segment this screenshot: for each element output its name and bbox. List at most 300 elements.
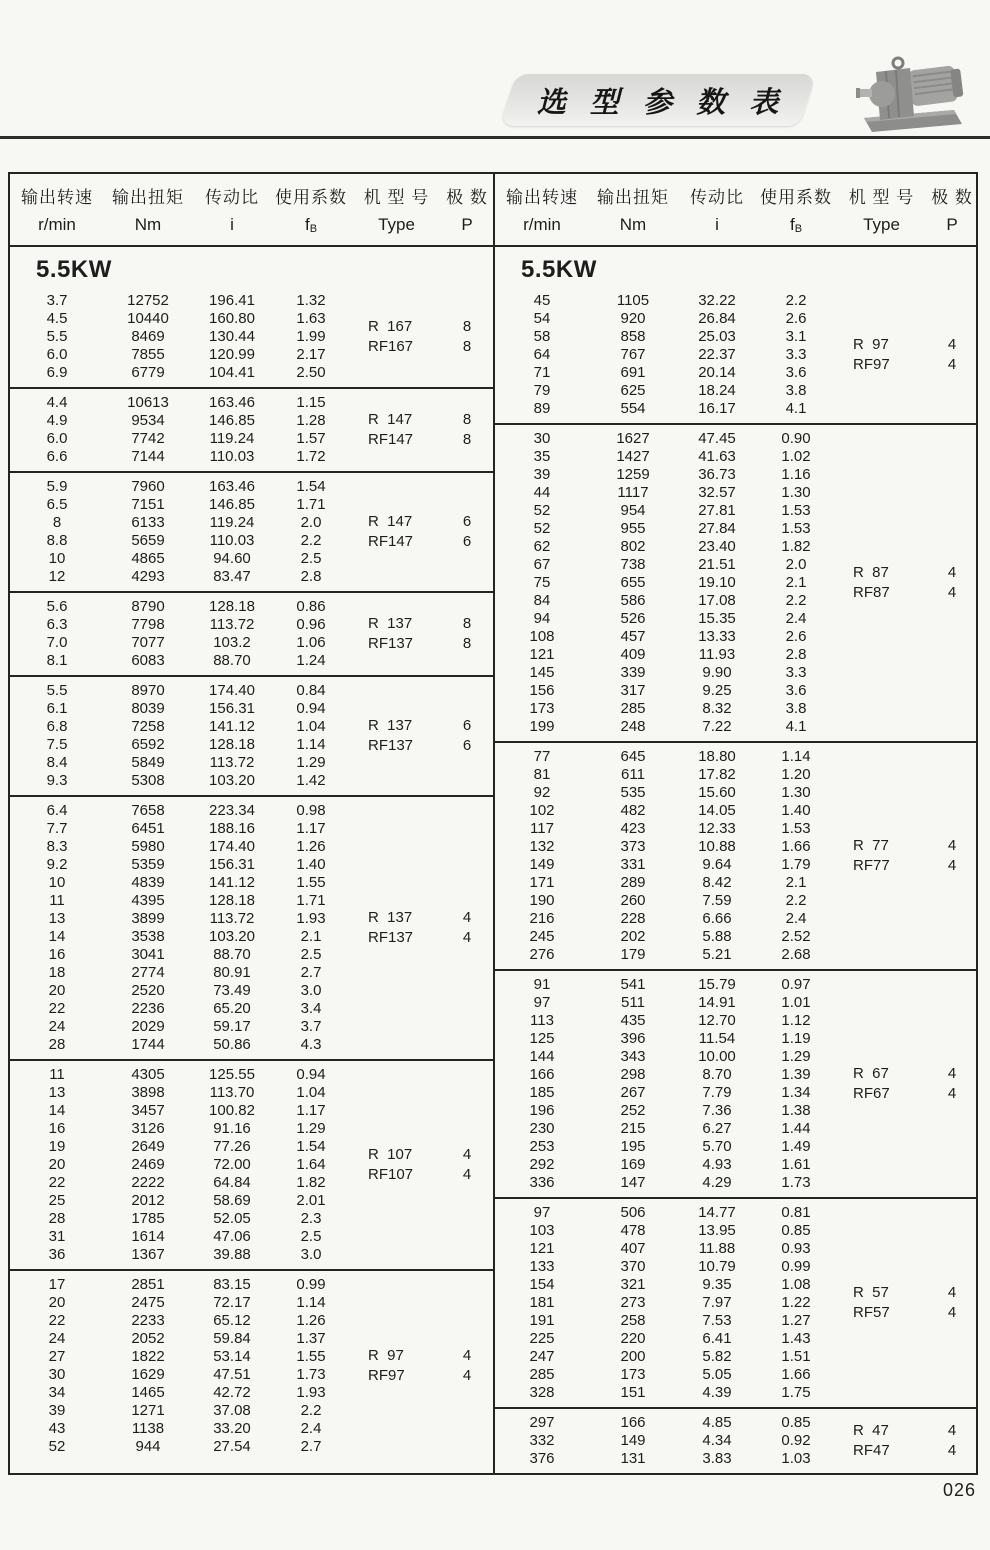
torque-cell: 3457 — [131, 1102, 165, 1119]
torque-cell: 955 — [620, 520, 646, 537]
ratio-cell: 110.03 — [209, 532, 255, 549]
speed-cell: 7.5 — [46, 736, 68, 753]
service-factor-cell: 3.7 — [300, 1018, 322, 1035]
pole-count: 4 — [947, 1304, 957, 1321]
service-factor-cell: 1.14 — [296, 736, 326, 753]
table-row — [495, 448, 835, 466]
speed-cell: 22 — [48, 1000, 66, 1017]
column-header — [495, 183, 589, 235]
ratio-cell: 196.41 — [209, 292, 255, 309]
ratio-cell: 42.72 — [213, 1384, 251, 1401]
ratio-cell: 8.42 — [702, 874, 732, 891]
page-number: 026 — [942, 1480, 976, 1500]
unit-subscript: B — [794, 223, 803, 235]
column-header — [10, 183, 104, 235]
speed-cell: 145 — [529, 664, 555, 681]
ratio-cell: 27.54 — [213, 1438, 251, 1455]
column-header — [192, 183, 272, 235]
speed-cell: 6.1 — [46, 700, 68, 717]
service-factor-cell: 1.63 — [296, 310, 326, 327]
table-row — [495, 400, 835, 418]
model-type-label: R 137 — [368, 615, 413, 632]
column-header-cn: 输出扭矩 — [112, 188, 184, 207]
speed-cell: 28 — [48, 1210, 66, 1227]
service-factor-cell: 0.85 — [781, 1414, 811, 1431]
column-header — [443, 183, 491, 235]
ratio-cell: 72.17 — [213, 1294, 251, 1311]
service-factor-cell: 1.20 — [781, 766, 811, 783]
torque-cell: 541 — [620, 976, 646, 993]
ratio-cell: 25.03 — [698, 328, 736, 345]
service-factor-cell: 1.40 — [781, 802, 811, 819]
torque-cell: 5359 — [131, 856, 165, 873]
column-header-cn: 输出转速 — [21, 188, 93, 207]
torque-cell: 1465 — [131, 1384, 165, 1401]
ratio-cell: 52.05 — [213, 1210, 251, 1227]
speed-cell: 11 — [49, 1066, 65, 1083]
service-factor-cell: 1.14 — [296, 1294, 326, 1311]
speed-cell: 253 — [529, 1138, 555, 1155]
ratio-cell: 8.32 — [702, 700, 732, 717]
service-factor-cell: 3.6 — [785, 682, 807, 699]
torque-cell: 7658 — [131, 802, 165, 819]
speed-cell: 25 — [48, 1192, 66, 1209]
speed-cell: 13 — [48, 910, 66, 927]
service-factor-cell: 0.84 — [296, 682, 326, 699]
ratio-cell: 146.85 — [209, 412, 255, 429]
service-factor-cell: 1.08 — [781, 1276, 811, 1293]
unit-text: Nm — [619, 215, 647, 234]
pole-count: 8 — [462, 411, 472, 428]
ratio-cell: 73.49 — [213, 982, 251, 999]
ratio-cell: 3.83 — [702, 1450, 732, 1467]
ratio-cell: 7.97 — [702, 1294, 732, 1311]
model-type-label: RF97 — [853, 356, 890, 373]
table-row — [10, 1366, 350, 1384]
service-factor-cell: 0.94 — [296, 1066, 326, 1083]
ratio-cell: 15.35 — [698, 610, 736, 627]
speed-cell: 196 — [529, 1102, 555, 1119]
service-factor-cell: 1.73 — [781, 1174, 811, 1191]
torque-cell: 289 — [620, 874, 646, 891]
speed-cell: 6.6 — [46, 448, 68, 465]
pole-count: 4 — [947, 356, 957, 373]
speed-cell: 173 — [529, 700, 555, 717]
torque-cell: 1744 — [131, 1036, 165, 1053]
speed-cell: 75 — [533, 574, 551, 591]
unit-text: P — [946, 215, 958, 234]
ratio-cell: 12.33 — [698, 820, 736, 837]
group-type-block — [835, 292, 976, 418]
torque-cell: 285 — [620, 700, 646, 717]
table-row — [10, 700, 350, 718]
speed-cell: 9.2 — [46, 856, 68, 873]
table-row — [10, 1312, 350, 1330]
table-row — [495, 1414, 835, 1432]
table-row — [10, 1036, 350, 1054]
pole-count: 4 — [462, 1166, 472, 1183]
model-type-label: RF67 — [853, 1085, 890, 1102]
shaft-end — [856, 88, 860, 98]
column-header-unit — [495, 215, 589, 235]
column-header — [104, 183, 192, 235]
column-header-cn: 机 型 号 — [848, 188, 915, 207]
service-factor-cell: 1.17 — [296, 820, 326, 837]
unit-text: f — [304, 215, 310, 234]
service-factor-cell: 0.99 — [781, 1258, 811, 1275]
group-type-block — [835, 976, 976, 1192]
service-factor-cell: 2.1 — [785, 874, 807, 891]
service-factor-cell: 3.0 — [300, 1246, 322, 1263]
ratio-cell: 32.22 — [698, 292, 736, 309]
ratio-cell: 11.54 — [698, 1030, 736, 1047]
table-row — [495, 310, 835, 328]
table-row — [10, 1066, 350, 1084]
table-row — [495, 484, 835, 502]
torque-cell: 173 — [620, 1366, 646, 1383]
service-factor-cell: 1.19 — [781, 1030, 811, 1047]
page-title: 选 型 参 数 表 — [536, 84, 786, 119]
table-row — [10, 892, 350, 910]
group-rows — [10, 802, 350, 1054]
column-header-unit — [192, 215, 272, 235]
model-type-label: R 97 — [368, 1347, 404, 1364]
column-header-unit — [10, 215, 104, 235]
service-factor-cell: 2.52 — [781, 928, 811, 945]
model-type-label: RF97 — [368, 1367, 405, 1384]
column-header-cn: 输出转速 — [506, 188, 578, 207]
torque-cell: 4865 — [131, 550, 165, 567]
ratio-cell: 13.95 — [698, 1222, 736, 1239]
unit-text: i — [230, 215, 234, 234]
table-row — [495, 820, 835, 838]
service-factor-cell: 1.14 — [781, 748, 811, 765]
torque-cell: 423 — [620, 820, 646, 837]
speed-cell: 5.5 — [46, 682, 68, 699]
speed-cell: 81 — [533, 766, 551, 783]
gear-motor-image — [856, 54, 972, 136]
ratio-cell: 10.79 — [698, 1258, 736, 1275]
column-header-cn: 传动比 — [205, 188, 259, 207]
pole-count: 4 — [462, 909, 472, 926]
ratio-cell: 128.18 — [209, 736, 255, 753]
model-type-label: RF147 — [368, 431, 414, 448]
torque-cell: 4305 — [131, 1066, 165, 1083]
selection-table — [8, 172, 978, 1475]
service-factor-cell: 2.3 — [300, 1210, 322, 1227]
service-factor-cell: 2.7 — [300, 964, 322, 981]
service-factor-cell: 1.38 — [781, 1102, 811, 1119]
ratio-cell: 7.59 — [702, 892, 732, 909]
table-row — [495, 856, 835, 874]
column-header-unit — [443, 215, 491, 235]
speed-cell: 6.9 — [46, 364, 68, 381]
table-row — [10, 1246, 350, 1264]
model-type-label: R 67 — [853, 1065, 889, 1082]
model-type-label: RF137 — [368, 635, 414, 652]
table-row — [495, 1348, 835, 1366]
model-type-label: RF47 — [853, 1442, 890, 1459]
speed-cell: 6.8 — [46, 718, 68, 735]
torque-cell: 202 — [620, 928, 646, 945]
table-row — [495, 346, 835, 364]
torque-cell: 1785 — [131, 1210, 165, 1227]
torque-cell: 457 — [620, 628, 646, 645]
type-group — [10, 1059, 493, 1269]
column-header-unit — [589, 215, 677, 235]
speed-cell: 97 — [533, 994, 551, 1011]
service-factor-cell: 0.93 — [781, 1240, 811, 1257]
table-row — [495, 556, 835, 574]
ratio-cell: 83.15 — [213, 1276, 251, 1293]
torque-cell: 554 — [620, 400, 646, 417]
speed-cell: 22 — [48, 1312, 66, 1329]
speed-cell: 5.5 — [46, 328, 68, 345]
type-line — [350, 337, 493, 357]
torque-cell: 611 — [621, 766, 645, 783]
speed-cell: 113 — [530, 1012, 554, 1029]
group-type-block — [350, 802, 493, 1054]
torque-cell: 511 — [621, 994, 645, 1011]
column-header-unit — [272, 215, 350, 235]
ratio-cell: 41.63 — [698, 448, 736, 465]
torque-cell: 954 — [620, 502, 646, 519]
torque-cell: 3041 — [131, 946, 165, 963]
ratio-cell: 15.79 — [698, 976, 736, 993]
type-line — [350, 1346, 493, 1366]
service-factor-cell: 1.53 — [781, 520, 811, 537]
type-line — [350, 736, 493, 756]
type-line — [835, 1084, 976, 1104]
pole-count: 4 — [947, 1065, 957, 1082]
speed-cell: 225 — [529, 1330, 555, 1347]
service-factor-cell: 1.75 — [781, 1384, 811, 1401]
model-type-label: R 97 — [853, 336, 889, 353]
ratio-cell: 6.41 — [702, 1330, 732, 1347]
ratio-cell: 47.51 — [213, 1366, 251, 1383]
torque-cell: 6083 — [131, 652, 165, 669]
service-factor-cell: 1.22 — [781, 1294, 811, 1311]
service-factor-cell: 2.7 — [300, 1438, 322, 1455]
ratio-cell: 27.84 — [698, 520, 736, 537]
group-rows — [10, 1066, 350, 1264]
speed-cell: 28 — [48, 1036, 66, 1053]
torque-cell: 6779 — [131, 364, 165, 381]
table-row — [10, 1438, 350, 1456]
speed-cell: 13 — [48, 1084, 66, 1101]
ratio-cell: 10.00 — [698, 1048, 736, 1065]
speed-cell: 8 — [52, 514, 62, 531]
torque-cell: 2222 — [131, 1174, 165, 1191]
ratio-cell: 50.86 — [213, 1036, 251, 1053]
table-row — [10, 394, 350, 412]
column-header — [589, 183, 677, 235]
type-group — [495, 741, 976, 969]
ratio-cell: 18.24 — [698, 382, 736, 399]
torque-cell: 2029 — [131, 1018, 165, 1035]
ratio-cell: 88.70 — [213, 946, 251, 963]
table-row — [10, 1294, 350, 1312]
type-line — [835, 856, 976, 876]
speed-cell: 7.0 — [46, 634, 68, 651]
service-factor-cell: 1.37 — [296, 1330, 326, 1347]
speed-cell: 52 — [533, 520, 551, 537]
ratio-cell: 163.46 — [209, 394, 255, 411]
service-factor-cell: 1.04 — [296, 718, 326, 735]
service-factor-cell: 1.72 — [296, 448, 326, 465]
service-factor-cell: 1.24 — [296, 652, 326, 669]
torque-cell: 4293 — [131, 568, 165, 585]
speed-cell: 3.7 — [46, 292, 68, 309]
group-type-block — [835, 748, 976, 964]
ratio-cell: 141.12 — [209, 718, 255, 735]
column-header — [350, 183, 443, 235]
type-line — [350, 1165, 493, 1185]
ratio-cell: 7.22 — [702, 718, 732, 735]
type-line — [835, 1303, 976, 1323]
torque-cell: 298 — [620, 1066, 646, 1083]
table-header — [10, 174, 493, 247]
speed-cell: 97 — [533, 1204, 551, 1221]
torque-cell: 2475 — [131, 1294, 165, 1311]
table-row — [10, 568, 350, 586]
group-rows — [495, 748, 835, 964]
speed-cell: 332 — [529, 1432, 555, 1449]
torque-cell: 7742 — [131, 430, 165, 447]
service-factor-cell: 2.68 — [781, 946, 811, 963]
table-row — [10, 856, 350, 874]
speed-cell: 7.7 — [46, 820, 68, 837]
lifting-eye — [893, 58, 903, 68]
service-factor-cell: 2.2 — [785, 892, 807, 909]
table-row — [10, 532, 350, 550]
speed-cell: 102 — [529, 802, 555, 819]
service-factor-cell: 2.2 — [300, 532, 322, 549]
service-factor-cell: 3.4 — [300, 1000, 322, 1017]
ratio-cell: 5.21 — [702, 946, 732, 963]
torque-cell: 7144 — [131, 448, 165, 465]
ratio-cell: 32.57 — [698, 484, 736, 501]
ratio-cell: 156.31 — [209, 700, 255, 717]
table-row — [495, 910, 835, 928]
column-header-cn: 机 型 号 — [363, 188, 430, 207]
service-factor-cell: 2.17 — [296, 346, 326, 363]
ratio-cell: 77.26 — [213, 1138, 251, 1155]
ratio-cell: 23.40 — [698, 538, 736, 555]
ratio-cell: 36.73 — [698, 466, 736, 483]
torque-cell: 435 — [620, 1012, 646, 1029]
table-row — [495, 1294, 835, 1312]
torque-cell: 1627 — [616, 430, 650, 447]
table-row — [495, 784, 835, 802]
speed-cell: 230 — [529, 1120, 555, 1137]
speed-cell: 20 — [48, 1156, 66, 1173]
gearbox-cover — [869, 81, 895, 107]
ratio-cell: 17.82 — [698, 766, 736, 783]
table-row — [10, 1384, 350, 1402]
column-header — [677, 183, 757, 235]
speed-cell: 6.5 — [46, 496, 68, 513]
service-factor-cell: 1.29 — [296, 754, 326, 771]
table-row — [495, 892, 835, 910]
ratio-cell: 65.12 — [213, 1312, 251, 1329]
ratio-cell: 16.17 — [698, 400, 736, 417]
group-rows — [10, 292, 350, 382]
model-type-label: R 147 — [368, 411, 413, 428]
speed-cell: 6.0 — [46, 430, 68, 447]
service-factor-cell: 2.2 — [785, 292, 807, 309]
speed-cell: 125 — [529, 1030, 555, 1047]
table-row — [495, 766, 835, 784]
table-row — [495, 1030, 835, 1048]
column-header-unit — [835, 215, 928, 235]
service-factor-cell: 0.85 — [781, 1222, 811, 1239]
torque-cell: 215 — [620, 1120, 646, 1137]
table-row — [495, 646, 835, 664]
torque-cell: 317 — [620, 682, 646, 699]
column-header-cn: 使用系数 — [275, 188, 347, 207]
service-factor-cell: 2.8 — [300, 568, 322, 585]
torque-cell: 7258 — [131, 718, 165, 735]
speed-cell: 181 — [529, 1294, 555, 1311]
group-type-block — [835, 1204, 976, 1402]
table-row — [10, 1420, 350, 1438]
table-row — [10, 736, 350, 754]
table-row — [10, 946, 350, 964]
service-factor-cell: 1.82 — [781, 538, 811, 555]
torque-cell: 5849 — [131, 754, 165, 771]
pole-count: 8 — [462, 338, 472, 355]
table-row — [10, 1228, 350, 1246]
type-group — [10, 1269, 493, 1461]
type-group — [495, 1197, 976, 1407]
speed-cell: 91 — [533, 976, 551, 993]
speed-cell: 16 — [48, 1120, 66, 1137]
torque-cell: 179 — [620, 946, 646, 963]
service-factor-cell: 2.5 — [300, 550, 322, 567]
unit-text: r/min — [523, 215, 561, 234]
torque-cell: 2520 — [131, 982, 165, 999]
torque-cell: 3538 — [131, 928, 165, 945]
torque-cell: 6592 — [131, 736, 165, 753]
torque-cell: 1138 — [131, 1420, 165, 1437]
speed-cell: 166 — [529, 1066, 555, 1083]
speed-cell: 8.8 — [46, 532, 68, 549]
table-row — [495, 748, 835, 766]
pole-count: 8 — [462, 615, 472, 632]
table-row — [495, 802, 835, 820]
table-row — [495, 946, 835, 964]
torque-cell: 331 — [620, 856, 646, 873]
ratio-cell: 59.84 — [213, 1330, 251, 1347]
ratio-cell: 9.35 — [702, 1276, 732, 1293]
torque-cell: 3126 — [131, 1120, 165, 1137]
pole-count: 4 — [947, 837, 957, 854]
group-rows — [495, 1414, 835, 1468]
torque-cell: 1259 — [616, 466, 650, 483]
torque-cell: 1117 — [617, 484, 649, 501]
table-row — [495, 1048, 835, 1066]
torque-cell: 169 — [620, 1156, 646, 1173]
ratio-cell: 14.05 — [698, 802, 736, 819]
table-row — [495, 1222, 835, 1240]
service-factor-cell: 2.8 — [785, 646, 807, 663]
table-row — [10, 496, 350, 514]
torque-cell: 691 — [620, 364, 646, 381]
ratio-cell: 37.08 — [213, 1402, 251, 1419]
group-rows — [10, 598, 350, 670]
pole-count: 4 — [462, 1367, 472, 1384]
